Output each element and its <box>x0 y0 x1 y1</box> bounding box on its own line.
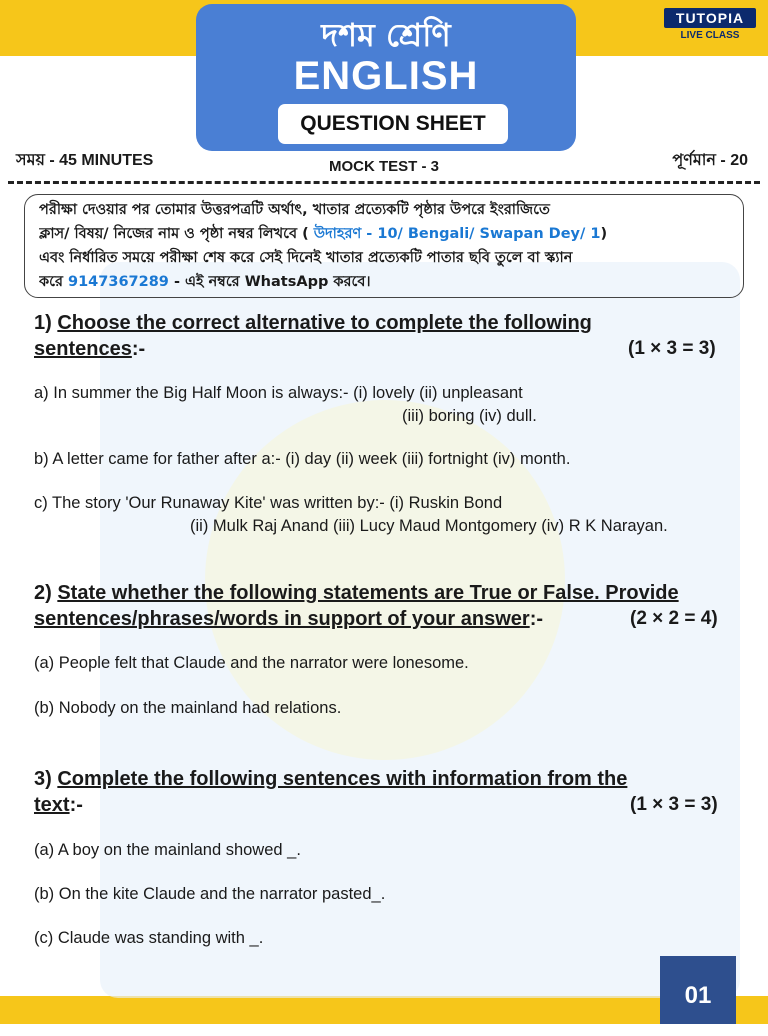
q1-option-a-cont: (iii) boring (iv) dull. <box>402 407 537 425</box>
question-text: Complete the following sentences with information from the <box>57 768 628 790</box>
header-card <box>196 4 576 151</box>
question-2-marks: (2 × 2 = 4) <box>630 608 718 629</box>
example-text: - 10/ Bengali/ Swapan Dey/ 1 <box>361 226 601 242</box>
logo-subtitle: LIVE CLASS <box>680 30 740 41</box>
instruction-line-4 <box>39 270 729 294</box>
q1-option-b: b) A letter came for father after a:- (i) day (ii) week (iii) fortnight (iv) month. <box>34 450 571 468</box>
q3-sentence-b: (b) On the kite Claude and the narrator pasted_. <box>34 885 386 903</box>
question-text: State whether the following statements are True or False. Provide <box>57 582 679 604</box>
question-suffix: :- <box>69 794 83 816</box>
instruction-line-3: এবং নির্ধারিত সময়ে পরীক্ষা শেষ করে সেই দিনেই খাতার প্রত্যেকটি পাতার ছবি তুলে বা স্ক্যান <box>39 250 573 266</box>
question-suffix: :- <box>131 338 146 360</box>
question-text: text <box>34 794 70 816</box>
q3-sentence-a: (a) A boy on the mainland showed _. <box>34 841 301 859</box>
question-text: sentences <box>34 338 132 360</box>
dashed-divider <box>8 181 760 184</box>
q2-statement-b: (b) Nobody on the mainland had relations. <box>34 699 342 717</box>
instruction-line-2 <box>39 222 729 246</box>
question-number: 1) <box>34 312 58 334</box>
test-name: MOCK TEST - 3 <box>328 158 439 175</box>
question-number: 3) <box>34 768 58 790</box>
instructions-box <box>24 194 744 298</box>
whatsapp-number: 9147367289 <box>68 274 169 290</box>
question-suffix: :- <box>529 608 544 630</box>
class-title: দশম শ্রেণি <box>321 16 451 54</box>
instruction-text: - এই নম্বরে WhatsApp করবে। <box>168 274 371 290</box>
instruction-line-1: পরীক্ষা দেওয়ার পর তোমার উত্তরপত্রটি অর্থাৎ, খাতার প্রত্যেকটি পৃষ্ঠার উপরে ইংরাজিতে <box>39 202 550 218</box>
full-marks: পূর্ণমান - 20 <box>672 152 748 169</box>
question-number: 2) <box>34 582 58 604</box>
q2-statement-a: (a) People felt that Claude and the narrator were lonesome. <box>34 654 469 672</box>
question-sheet-label: QUESTION SHEET <box>278 104 508 144</box>
logo-name: TUTOPIA <box>664 8 756 28</box>
q1-option-a: a) In summer the Big Half Moon is always:- (i) lovely (ii) unpleasant <box>34 384 523 402</box>
instruction-close: ) <box>600 226 608 242</box>
bottom-yellow-bar <box>0 996 768 1024</box>
instruction-text: করে <box>39 274 68 290</box>
question-text: Choose the correct alternative to complete the following <box>57 312 592 334</box>
page-number: 01 <box>660 956 736 1024</box>
tutopia-logo <box>664 8 756 41</box>
q3-sentence-c: (c) Claude was standing with _. <box>34 929 264 947</box>
question-1-marks: (1 × 3 = 3) <box>628 338 716 359</box>
q1-option-c-cont: (ii) Mulk Raj Anand (iii) Lucy Maud Montgomery (iv) R K Narayan. <box>190 517 668 535</box>
question-text: sentences/phrases/words in support of your answer <box>34 608 530 630</box>
time-allowed: সময় - 45 MINUTES <box>16 152 154 169</box>
question-3-marks: (1 × 3 = 3) <box>630 794 718 815</box>
q1-option-c: c) The story 'Our Runaway Kite' was written by:- (i) Ruskin Bond <box>34 494 503 512</box>
example-label: উদাহরণ <box>313 226 362 242</box>
instruction-text: ক্লাস/ বিষয়/ নিজের নাম ও পৃষ্ঠা নম্বর লিখবে ( <box>39 226 314 242</box>
subject-title: ENGLISH <box>293 54 479 98</box>
